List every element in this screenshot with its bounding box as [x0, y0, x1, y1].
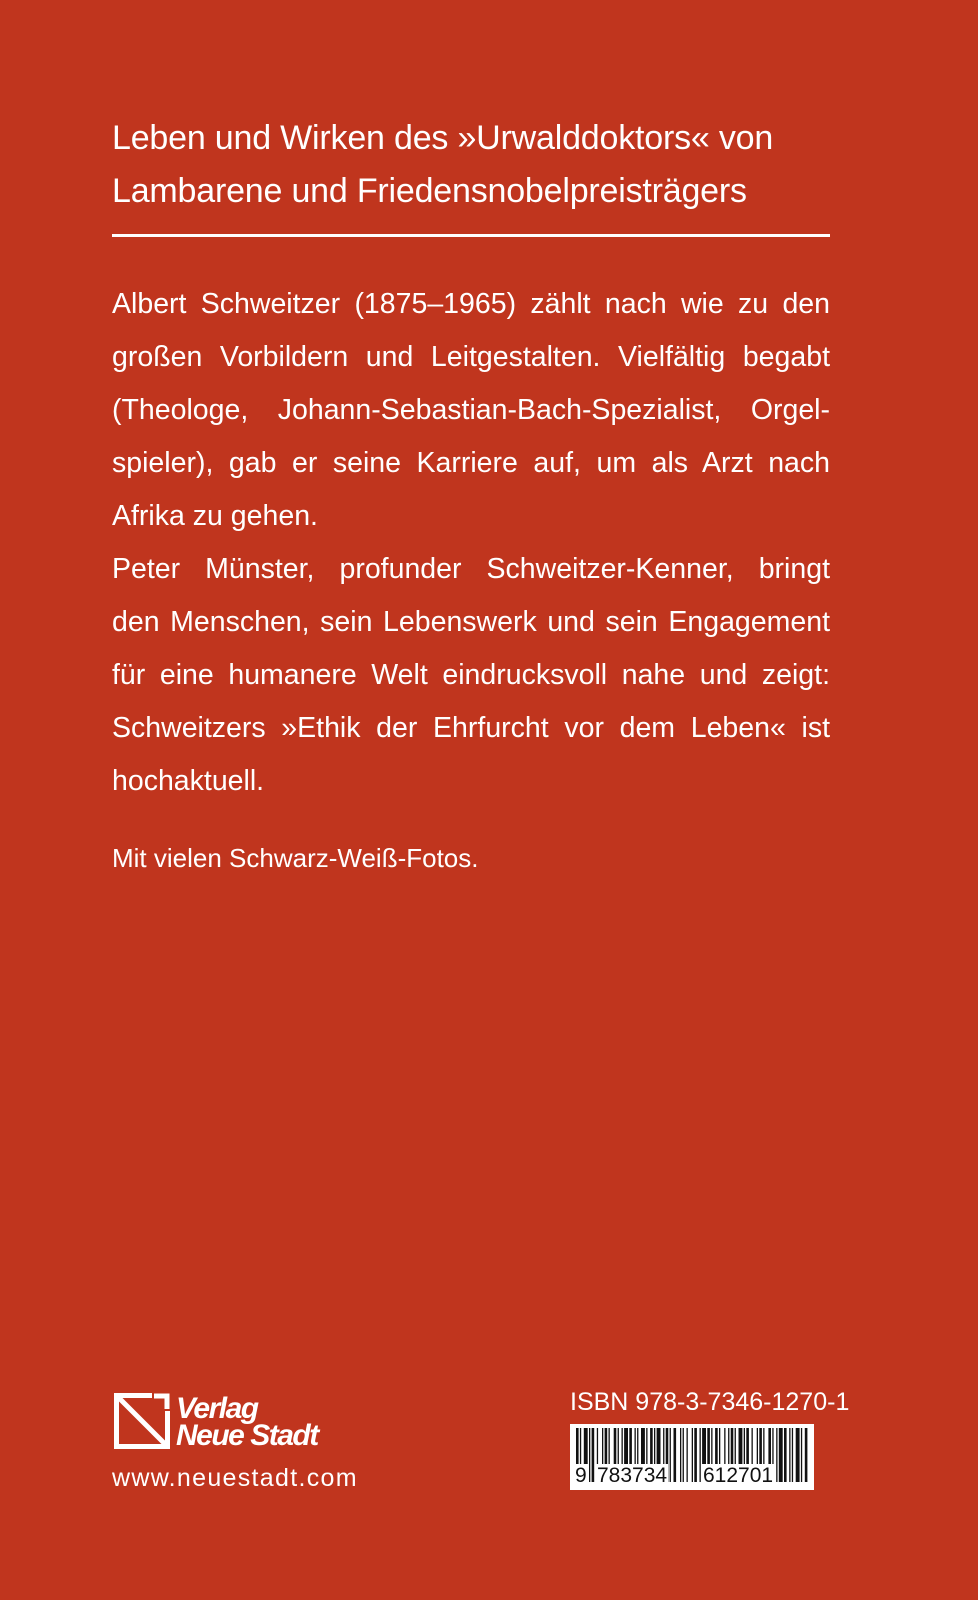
- blurb-line: Schweitzers »Ethik der Ehrfurcht vor dem Leben« ist: [112, 712, 830, 744]
- barcode-digit-group: 612701: [703, 1464, 774, 1487]
- blurb-paragraph: [112, 543, 830, 808]
- blurb-line: Afrika zu gehen.: [112, 500, 318, 532]
- headline-line: Lambarene und Friedensnobelpreisträgers: [112, 172, 747, 210]
- headline: [112, 112, 832, 218]
- headline-line: Leben und Wirken des »Urwalddoktors« von: [112, 119, 774, 157]
- blurb-line: den Menschen, sein Lebenswerk und sein Engagement: [112, 606, 830, 638]
- blurb-line: Peter Münster, profunder Schweitzer-Kenner, bringt: [112, 553, 830, 585]
- barcode: [570, 1424, 814, 1490]
- publisher-logo: [114, 1393, 384, 1453]
- divider-rule: [112, 234, 830, 237]
- blurb-line: (Theologe, Johann-Sebastian-Bach-Spezialist, Orgel-: [112, 394, 830, 426]
- publisher-logo-icon: [114, 1393, 170, 1449]
- blurb-line: für eine humanere Welt eindrucksvoll nahe und zeigt:: [112, 659, 830, 691]
- photo-note: Mit vielen Schwarz-Weiß-Fotos.: [112, 843, 479, 873]
- barcode-digits: [574, 1464, 812, 1488]
- barcode-digit-lead: 9: [575, 1464, 587, 1487]
- blurb: [112, 278, 830, 808]
- barcode-digit-group: 783734: [597, 1464, 668, 1487]
- logo-line: Neue Stadt: [176, 1419, 318, 1452]
- isbn-label: ISBN 978-3-7346-1270-1: [570, 1388, 850, 1416]
- publisher-logo-wordmark: [176, 1392, 318, 1452]
- logo-line: Verlag: [176, 1392, 258, 1425]
- blurb-paragraph: [112, 278, 830, 543]
- blurb-line: großen Vorbildern und Leitgestalten. Vielfältig begabt: [112, 341, 830, 373]
- blurb-line: hochaktuell.: [112, 765, 265, 797]
- blurb-line: Albert Schweitzer (1875–1965) zählt nach wie zu den: [112, 288, 830, 320]
- blurb-line: spieler), gab er seine Karriere auf, um als Arzt nach: [112, 447, 830, 479]
- publisher-website: www.neuestadt.com: [112, 1464, 358, 1492]
